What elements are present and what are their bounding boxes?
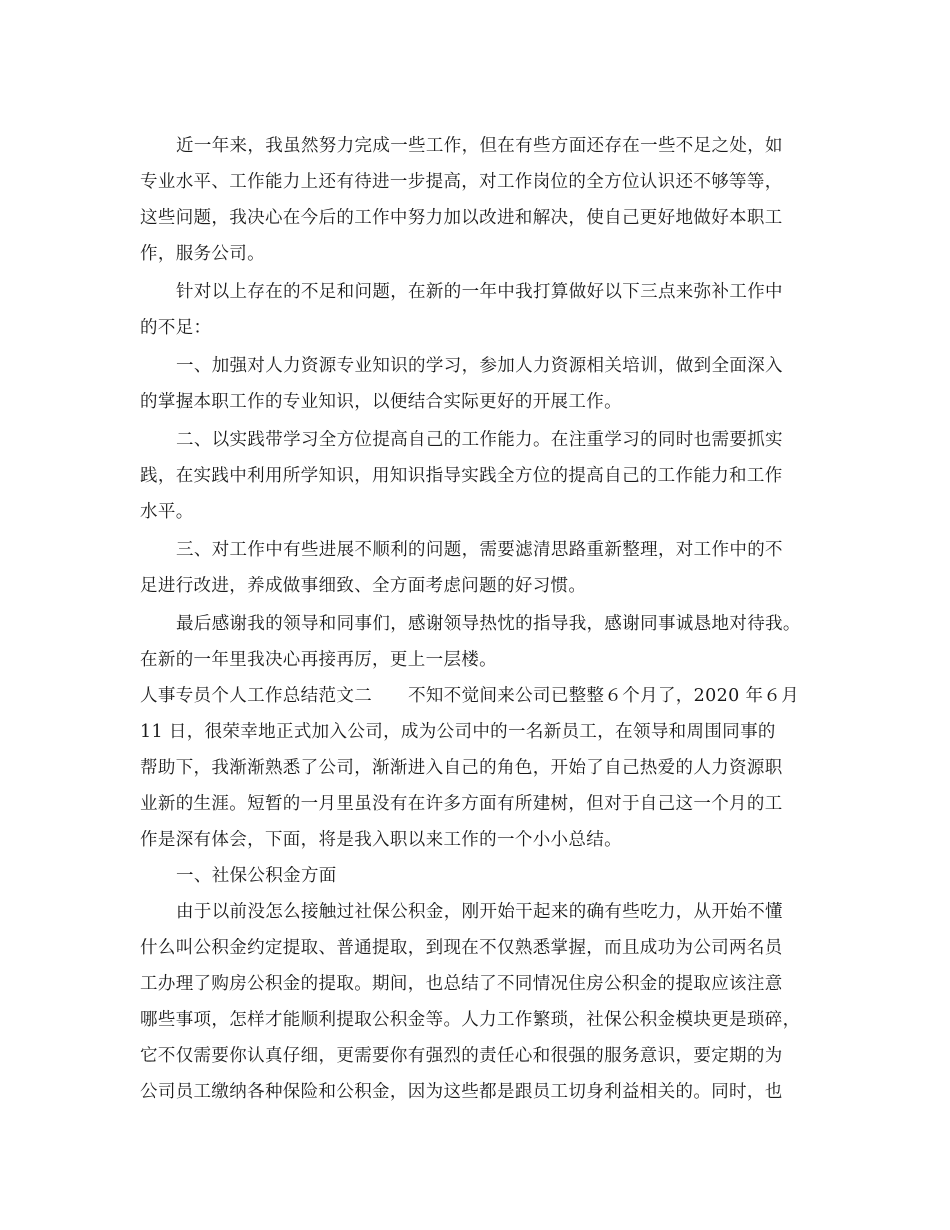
document-body xyxy=(140,128,820,1110)
section-title-line xyxy=(140,678,820,714)
second-section xyxy=(140,678,820,858)
paragraph xyxy=(140,894,820,1110)
text-line: 这些问题，我决心在今后的工作中努力加以改进和解决，使自己更好地做好本职工 xyxy=(140,208,783,228)
text-line: 二、以实践带学习全方位提高自己的工作能力。在注重学习的同时也需要抓实 xyxy=(176,430,783,450)
paragraph xyxy=(140,606,820,678)
text-line: 哪些事项，怎样才能顺利提取公积金等。人力工作繁琐，社保公积金模块更是琐碎， xyxy=(140,1010,801,1030)
text-line: 在新的一年里我决心再接再厉，更上一层楼。 xyxy=(140,650,497,670)
text-line: 最后感谢我的领导和同事们，感谢领导热忱的指导我，感谢同事诚恳地对待我。 xyxy=(176,614,801,634)
paragraph xyxy=(140,128,820,272)
text-line: 它不仅需要你认真仔细，更需要你有强烈的责任心和很强的服务意识，要定期的为 xyxy=(140,1046,783,1066)
section-first-line-text: 不知不觉间来公司已整整６个月了，2020 年６月 xyxy=(408,686,800,706)
paragraph xyxy=(140,532,820,604)
text-line: 的掌握本职工作的专业知识，以便结合实际更好的开展工作。 xyxy=(140,392,622,412)
text-line: 三、对工作中有些进展不顺利的问题，需要滤清思路重新整理，对工作中的不 xyxy=(176,540,783,560)
text-line: 专业水平、工作能力上还有待进一步提高，对工作岗位的全方位认识还不够等等， xyxy=(140,172,783,192)
text-line: 一、加强对人力资源专业知识的学习，参加人力资源相关培训，做到全面深入 xyxy=(176,356,783,376)
subheading: 一、社保公积金方面 xyxy=(176,866,337,886)
text-line: 水平。 xyxy=(140,502,194,522)
text-line: 的不足： xyxy=(140,318,212,338)
paragraph xyxy=(140,422,820,530)
text-line: 公司员工缴纳各种保险和公积金，因为这些都是跟员工切身利益相关的。同时，也 xyxy=(140,1082,783,1102)
section-title: 人事专员个人工作总结范文二 xyxy=(140,686,373,706)
text-line: 工办理了购房公积金的提取。期间，也总结了不同情况住房公积金的提取应该注意 xyxy=(140,974,783,994)
text-line: 足进行改进，养成做事细致、全方面考虑问题的好习惯。 xyxy=(140,576,587,596)
text-line: 作是深有体会，下面，将是我入职以来工作的一个小小总结。 xyxy=(140,830,622,850)
text-line: 作，服务公司。 xyxy=(140,244,265,264)
text-line: 11 日，很荣幸地正式加入公司，成为公司中的一名新员工，在领导和周围同事的 xyxy=(140,722,776,742)
text-line: 帮助下，我渐渐熟悉了公司，渐渐进入自己的角色，开始了自己热爱的人力资源职 xyxy=(140,758,783,778)
text-line: 践，在实践中利用所学知识，用知识指导实践全方位的提高自己的工作能力和工作 xyxy=(140,466,783,486)
paragraph xyxy=(140,274,820,346)
text-line: 针对以上存在的不足和问题，在新的一年中我打算做好以下三点来弥补工作中 xyxy=(176,282,783,302)
text-line: 由于以前没怎么接触过社保公积金，刚开始干起来的确有些吃力，从开始不懂 xyxy=(176,902,783,922)
text-line: 近一年来，我虽然努力完成一些工作，但在有些方面还存在一些不足之处，如 xyxy=(176,136,783,156)
paragraph xyxy=(140,348,820,420)
text-line: 业新的生涯。短暂的一月里虽没有在许多方面有所建树，但对于自己这一个月的工 xyxy=(140,794,783,814)
text-line: 什么叫公积金约定提取、普通提取，到现在不仅熟悉掌握，而且成功为公司两名员 xyxy=(140,938,783,958)
